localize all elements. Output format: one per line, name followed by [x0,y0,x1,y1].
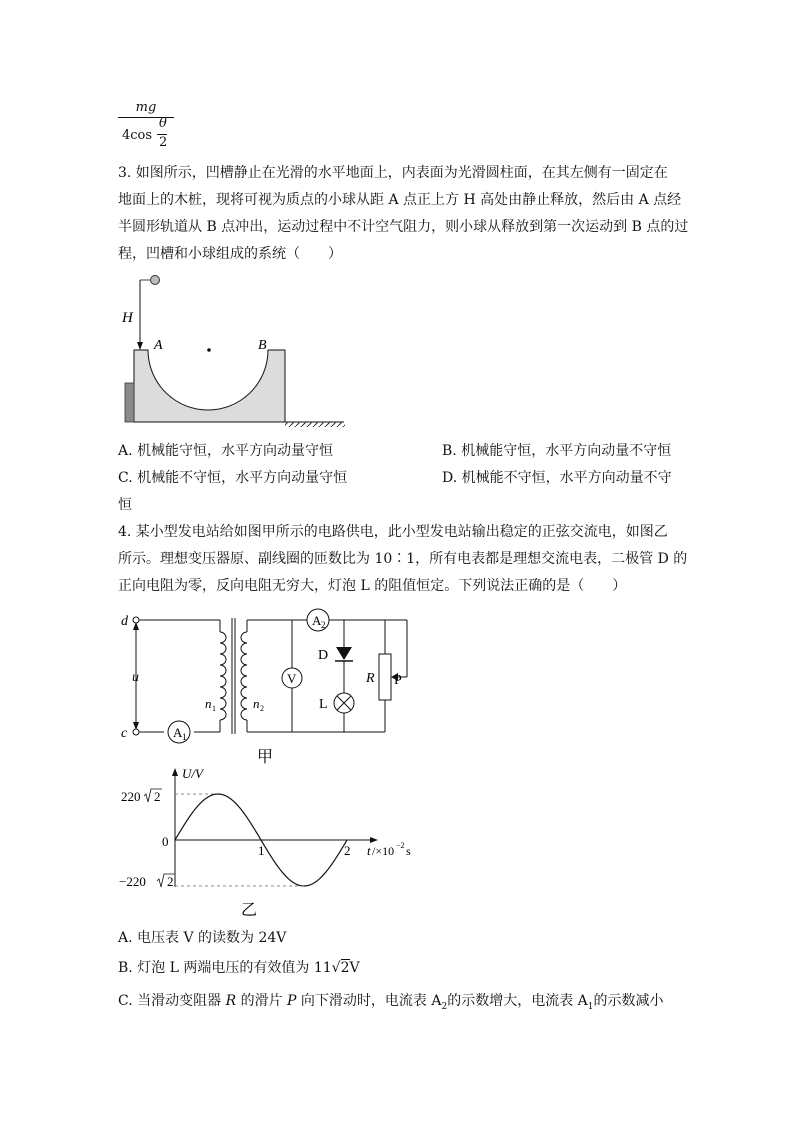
q4-option-b-unit: V [349,960,360,976]
tick-y-top: 220 [121,789,141,804]
q4-option-b-text: B. 灯泡 L 两端电压的有效值为 11 [118,960,332,976]
label-c: c [121,726,128,741]
caption-yi: 乙 [241,900,258,919]
label-n1: n [205,696,212,711]
fraction-denominator: 4cos [122,128,153,143]
center-dot [207,348,211,352]
diode-D [336,647,352,660]
label-u: u [132,670,139,685]
q3-option-a: A. 机械能守恒，水平方向动量守恒 [118,443,334,459]
q3-option-c: C. 机械能不守恒，水平方向动量守恒 [118,470,348,486]
terminal-d [133,617,139,623]
q4-option-c-P: P [287,993,297,1009]
terminal-c [133,729,139,735]
meter-A1-label: A [173,725,183,740]
q3-line-1: 3. 如图所示，凹槽静止在光滑的水平地面上，内表面为光滑圆柱面，在其左侧有一固定在 [118,165,668,181]
q3-line-3: 半圆形轨道从 B 点冲出，运动过程中不计空气阻力，则小球从释放到第一次运动到 B 点的过 [118,219,689,235]
label-R: R [366,671,375,686]
primary-coil [220,632,226,720]
label-n1-sub: 1 [212,704,216,713]
q3-groove-figure [110,270,350,430]
label-P: P [394,673,402,688]
tick-x-1: 1 [258,843,265,858]
q4-option-c [118,988,664,1021]
rheostat-R [379,654,391,700]
q3-option-b: B. 机械能守恒，水平方向动量不守恒 [442,443,672,459]
q4-voltage-graph [110,762,420,920]
fraction-theta: θ [159,116,167,131]
label-H: H [122,310,133,326]
q3-option-d: D. 机械能不守恒，水平方向动量不守 [442,470,672,486]
q4-line-2: 所示。理想变压器原、副线圈的匝数比为 10∶1，所有电表都是理想交流电表，二极管 D 的 [118,551,688,567]
meter-A1-sub: 1 [182,732,187,742]
q4-line-1: 4. 某小型发电站给如图甲所示的电路供电，此小型发电站输出稳定的正弦交流电，如图乙 [118,524,668,540]
graph-ylabel: U/V [182,766,203,781]
fraction [118,100,174,152]
q3-line-4: 程，凹槽和小球组成的系统（ ） [118,246,342,262]
q4-line-3: 正向电阻为零，反向电阻无穷大，灯泡 L 的阻值恒定。下列说法正确的是（ ） [118,578,627,594]
label-D: D [318,648,329,663]
ball [151,276,160,285]
meter-A2-label: A [312,613,322,628]
ground-hatch [285,422,345,427]
graph-xlabel-s: s [406,844,411,858]
q4-option-c-mid3: 的示数增大，电流表 A [447,993,588,1009]
tick-x-2: 2 [344,843,351,858]
label-B: B [258,338,267,353]
tick-y-bottom: −220 [119,874,146,889]
q4-option-c-mid2: 向下滑动时，电流表 A [300,993,442,1009]
secondary-coil [241,632,247,720]
meter-V-label: V [287,671,297,686]
groove-body [134,350,285,422]
q4-option-c-end: 的示数减小 [593,993,664,1009]
graph-xlabel-t: t [367,843,371,858]
graph-xlabel-exp: −2 [396,841,405,850]
q4-circuit-figure [110,602,420,772]
graph-xlabel-unit: /×10 [372,844,395,858]
tick-zero: 0 [162,834,169,849]
q4-option-a: A. 电压表 V 的读数为 24V [118,930,287,946]
label-n2: n [253,696,260,711]
q4-option-c-pre: C. 当滑动变阻器 [118,993,222,1009]
tick-y-top-root: 2 [154,789,161,804]
fraction-numerator: mg [135,100,157,115]
label-d: d [121,614,128,629]
q4-option-b [118,955,360,982]
caption-jia: 甲 [257,747,274,766]
q4-option-c-sub1: 1 [587,1001,594,1012]
fraction-two: 2 [159,135,168,150]
q4-option-b-root: 2 [340,960,350,976]
label-L: L [319,697,328,712]
q4-option-c-R: R [225,993,237,1009]
meter-A2-sub: 2 [321,620,326,630]
q4-option-c-sub2: 2 [441,1001,448,1012]
tick-y-bottom-root: 2 [167,874,174,889]
q3-line-2: 地面上的木桩，现将可视为质点的小球从距 A 点正上方 H 高处由静止释放，然后由 A 点经 [118,192,682,208]
label-A: A [154,338,163,353]
label-n2-sub: 2 [260,704,264,713]
sqrt-sign: √ [331,960,341,976]
q3-option-d-cont: 恒 [118,497,132,513]
q4-option-c-mid1: 的滑片 [240,993,283,1009]
wooden-stake [125,383,134,422]
